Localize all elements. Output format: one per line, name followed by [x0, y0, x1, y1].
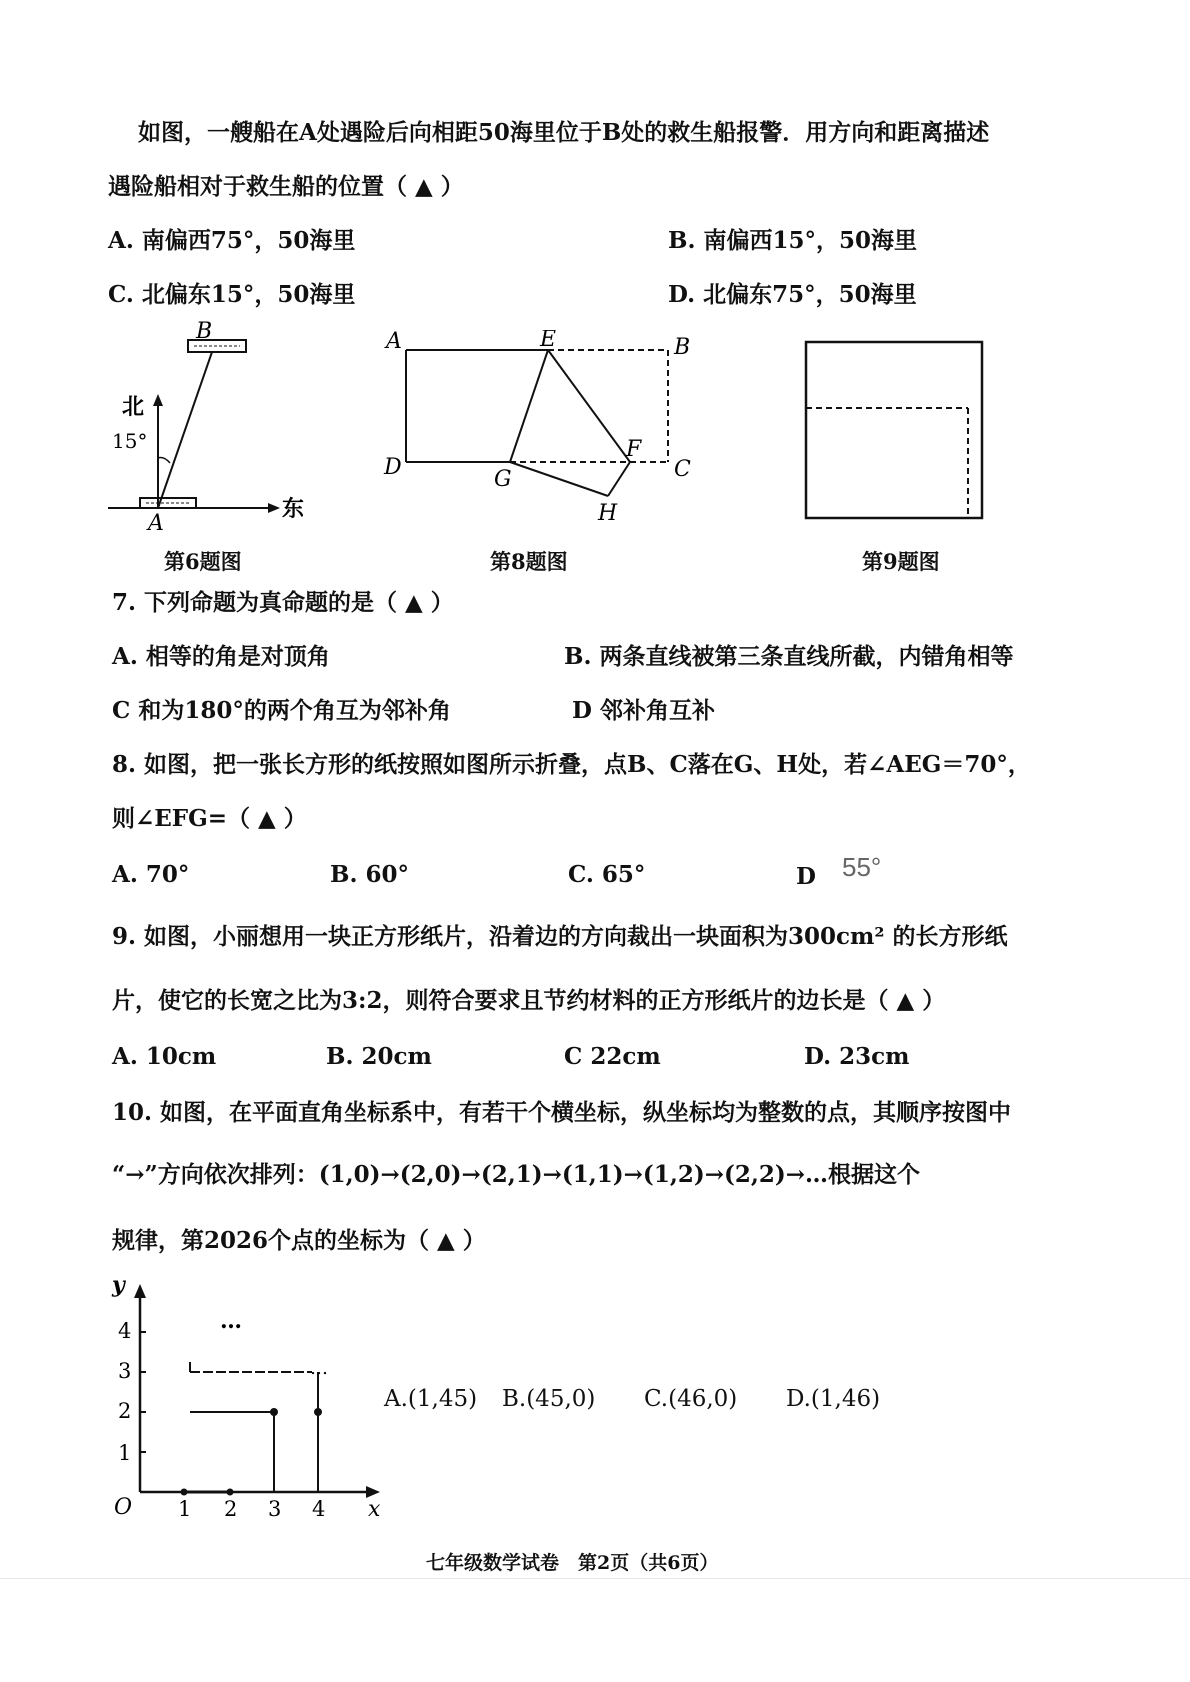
- label-b: B: [196, 319, 213, 344]
- q9-stem-line1: 9. 如图，小丽想用一块正方形纸片，沿着边的方向裁出一块面积为300cm² 的长方形纸: [112, 923, 1008, 950]
- figure-9: [800, 336, 990, 526]
- q8-stem-line2: 则∠EFG=（ ▲ ）: [112, 805, 307, 832]
- q6-option-d: D. 北偏东75°，50海里: [668, 281, 917, 308]
- fig8-label-h: H: [598, 501, 618, 526]
- q6-option-b: B. 南偏西15°，50海里: [668, 227, 917, 254]
- q8-option-d: D: [796, 863, 816, 890]
- q9-option-a: A. 10cm: [112, 1043, 217, 1070]
- x-tick-4: 4: [312, 1497, 326, 1521]
- angle-label: 15°: [112, 429, 148, 453]
- q6-stem-line1: 如图，一艘船在A处遇险后向相距50海里位于B处的救生船报警．用方向和距离描述: [138, 119, 990, 146]
- fig8-label-e: E: [540, 330, 557, 352]
- y-tick-3: 3: [118, 1359, 132, 1383]
- q10-stem-line3: 规律，第2026个点的坐标为（ ▲ ）: [112, 1227, 486, 1254]
- q7-option-c: C 和为180°的两个角互为邻补角: [112, 697, 451, 724]
- fig8-label-c: C: [674, 457, 691, 482]
- q10-option-b: B.(45,0): [502, 1386, 596, 1412]
- figure-10: [104, 1268, 404, 1548]
- y-tick-2: 2: [118, 1399, 132, 1423]
- q9-stem-line2: 片，使它的长宽之比为3:2，则符合要求且节约材料的正方形纸片的边长是（ ▲ ）: [112, 987, 946, 1014]
- q6-option-c: C. 北偏东15°，50海里: [108, 281, 356, 308]
- q6-option-a: A. 南偏西75°，50海里: [108, 227, 356, 254]
- q7-option-b: B. 两条直线被第三条直线所截，内错角相等: [564, 643, 1014, 670]
- y-axis-label: y: [112, 1272, 125, 1298]
- figure-8: [380, 330, 700, 540]
- ellipsis-top: …: [220, 1308, 242, 1334]
- q7-option-a: A. 相等的角是对顶角: [112, 643, 330, 670]
- y-tick-4: 4: [118, 1319, 132, 1343]
- fig9-caption: 第9题图: [862, 549, 940, 574]
- q8-option-b: B. 60°: [330, 861, 409, 888]
- fig8-label-d: D: [384, 455, 402, 480]
- q8-option-d-value: 55°: [842, 852, 882, 882]
- x-tick-2: 2: [224, 1497, 238, 1521]
- x-axis-label: x: [368, 1497, 381, 1522]
- fig8-label-f: F: [626, 437, 642, 462]
- north-label: 北: [122, 394, 145, 420]
- fig8-label-g: G: [494, 467, 512, 492]
- q8-option-a: A. 70°: [112, 861, 190, 888]
- q8-option-c: C. 65°: [568, 861, 646, 888]
- x-tick-1: 1: [178, 1497, 192, 1521]
- fig8-label-a: A: [386, 330, 402, 354]
- y-tick-1: 1: [118, 1441, 132, 1465]
- q10-option-c: C.(46,0): [644, 1386, 738, 1412]
- x-tick-3: 3: [268, 1497, 282, 1521]
- q8-stem-line1: 8. 如图，把一张长方形的纸按照如图所示折叠，点B、C落在G、H处，若∠AEG＝70°，: [112, 751, 1031, 778]
- q7-stem: 7. 下列命题为真命题的是（ ▲ ）: [112, 589, 454, 616]
- q9-option-b: B. 20cm: [326, 1043, 432, 1070]
- q10-stem-line1: 10. 如图，在平面直角坐标系中，有若干个横坐标，纵坐标均为整数的点，其顺序按图中: [112, 1099, 1012, 1126]
- q10-option-a: A.(1,45): [384, 1386, 478, 1412]
- fig6-caption: 第6题图: [164, 549, 242, 574]
- fig8-label-b: B: [674, 335, 691, 360]
- east-label: 东: [282, 496, 305, 522]
- origin-label: O: [114, 1495, 133, 1520]
- fig8-caption: 第8题图: [490, 549, 568, 574]
- ellipsis-corner: …: [310, 1358, 328, 1379]
- page-bottom-divider: [0, 1578, 1190, 1579]
- label-a: A: [148, 511, 164, 536]
- q6-stem-line2: 遇险船相对于救生船的位置（ ▲ ）: [108, 173, 464, 200]
- q9-option-c: C 22cm: [564, 1043, 661, 1070]
- q9-option-d: D. 23cm: [804, 1043, 910, 1070]
- ab-line: [158, 352, 212, 508]
- q10-stem-line2: “→”方向依次排列：(1,0)→(2,0)→(2,1)→(1,1)→(1,2)→(2,2)→…根据这个: [112, 1161, 921, 1188]
- q7-option-d: D 邻补角互补: [572, 697, 715, 724]
- page-footer: 七年级数学试卷 第2页（共6页）: [426, 1552, 719, 1574]
- q10-option-d: D.(1,46): [786, 1386, 881, 1412]
- figure-6: [100, 318, 340, 538]
